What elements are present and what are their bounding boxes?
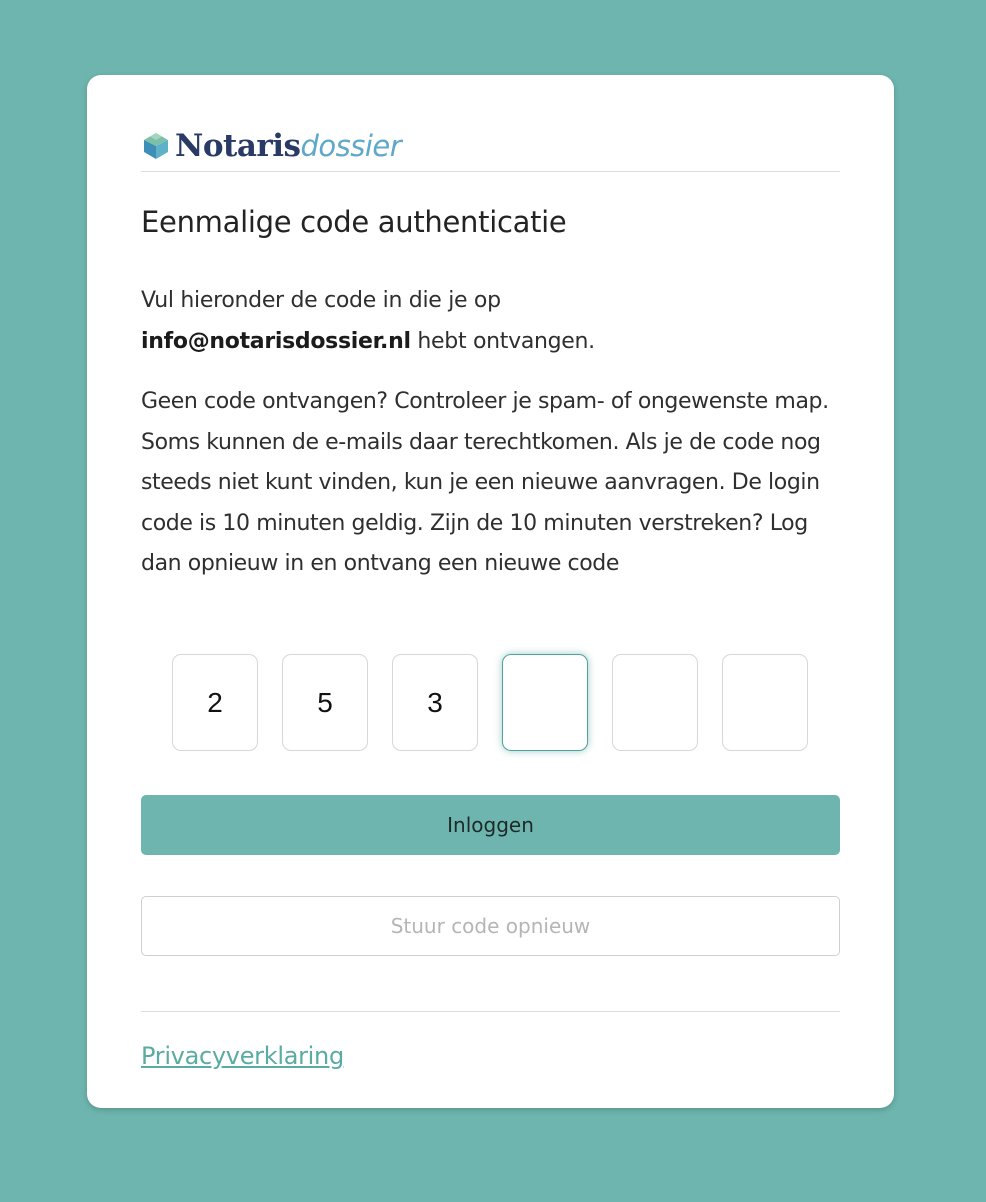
intro-suffix: hebt ontvangen. xyxy=(417,329,595,354)
otp-digit-3[interactable] xyxy=(392,654,478,751)
otp-digit-6[interactable] xyxy=(722,654,808,751)
intro-prefix: Vul hieronder de code in die je op xyxy=(141,288,501,313)
otp-digit-1[interactable] xyxy=(172,654,258,751)
login-card xyxy=(87,75,894,1108)
footer-divider xyxy=(141,1011,840,1012)
otp-code-inputs xyxy=(172,654,808,751)
otp-digit-5[interactable] xyxy=(612,654,698,751)
page-title: Eenmalige code authenticatie xyxy=(141,205,567,239)
intro-text xyxy=(141,280,840,362)
header-divider xyxy=(141,171,840,172)
help-text: Geen code ontvangen? Controleer je spam- of ongewenste map. Soms kunnen de e-mails daar terechtkomen. Als je de code nog steeds niet kunt vinden, kun je een nieuwe aanvragen. De login code is 10 minuten geldig. Zijn de 10 minuten verstreken? Log dan opnieuw in en ontvang een nieuwe code xyxy=(141,389,829,576)
resend-code-button[interactable]: Stuur code opnieuw xyxy=(141,896,840,956)
cube-logo-icon xyxy=(141,131,171,161)
otp-digit-2[interactable] xyxy=(282,654,368,751)
otp-digit-4[interactable] xyxy=(502,654,588,751)
email-address: info@notarisdossier.nl xyxy=(141,329,411,354)
login-button[interactable]: Inloggen xyxy=(141,795,840,855)
brand-logo xyxy=(141,129,401,163)
brand-name-secondary: dossier xyxy=(300,129,402,163)
brand-name-primary: Notaris xyxy=(175,128,301,164)
privacy-link[interactable]: Privacyverklaring xyxy=(141,1042,344,1070)
